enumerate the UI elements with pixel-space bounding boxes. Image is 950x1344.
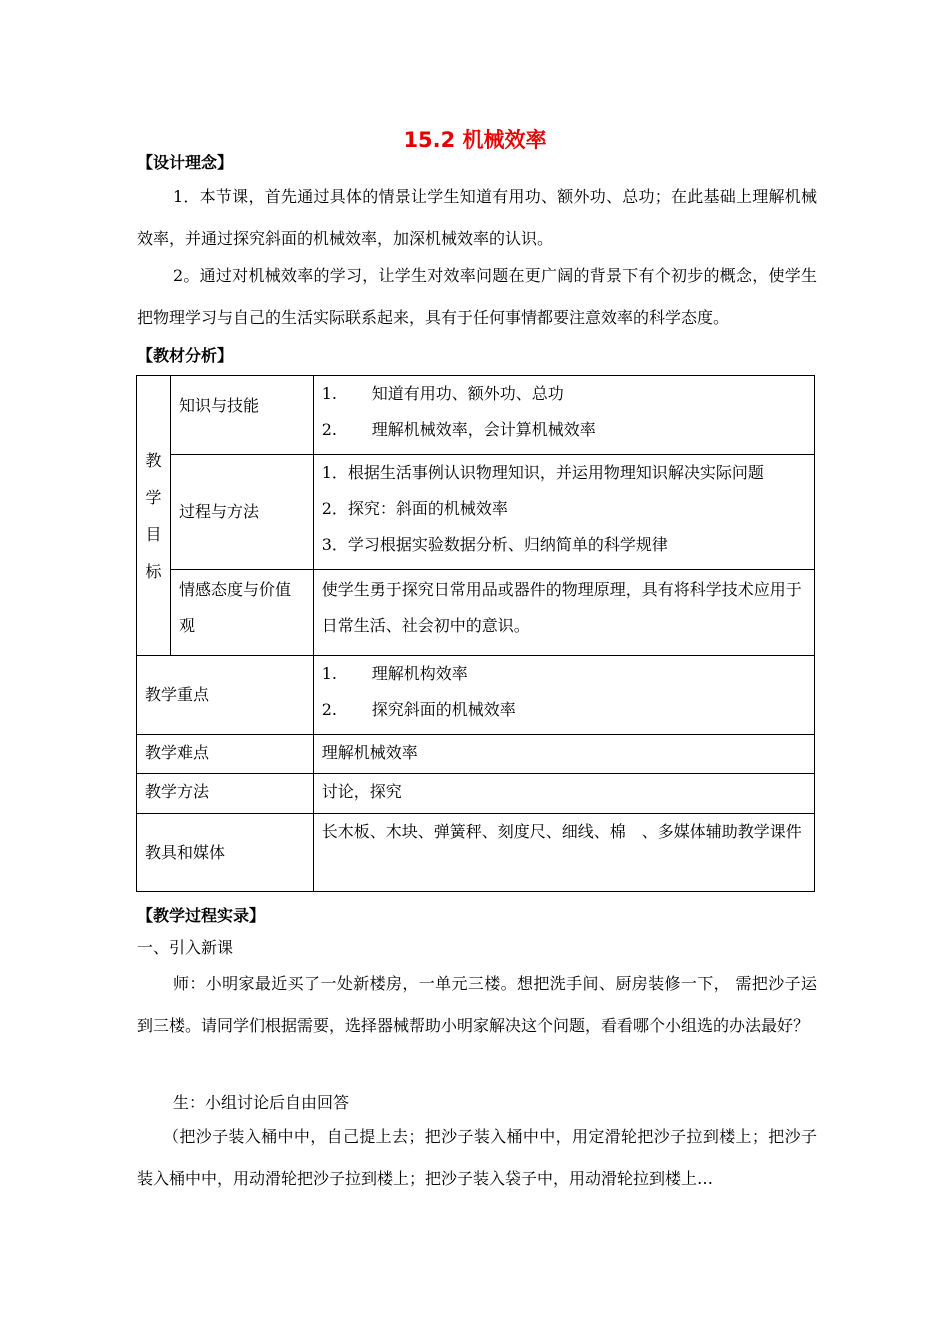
page-title: 15.2 机械效率 [403,128,547,152]
knowledge-label-cell [170,376,313,455]
media-label-cell [137,814,314,892]
goal-label-char: 标 [145,561,162,581]
difficulty-content-cell [313,735,814,774]
key-points-content-cell [313,656,814,735]
key-point-item: 2. 探究斜面的机械效率 [321,700,516,719]
difficulty-label: 教学难点 [145,743,210,762]
media-text: 长木板、木块、弹簧秤、刻度尺、细线、棉 、多媒体辅助教学课件 [321,822,802,841]
process-heading: 【教学过程实录】 [137,906,266,925]
attitude-label-cell [170,570,313,656]
attitude-label: 情感态度与价值观 [178,580,291,635]
goal-label-char: 目 [145,524,162,544]
student-answers: （把沙子装入桶中中，自己提上去；把沙子装入桶中中，用定滑轮把沙子拉到楼上；把沙子装入桶中中，用动滑轮把沙子拉到楼上；把沙子装入袋子中，用动滑轮拉到楼上… [137,1127,817,1188]
design-paragraph-2: 2。通过对机械效率的学习，让学生对效率问题在更广阔的背景下有个初步的概念，使学生把物理学习与自己的生活实际联系起来，具有于任何事情都要注意效率的科学态度。 [137,266,817,327]
goal-label-char: 教 [145,450,162,470]
process-label: 过程与方法 [178,502,259,521]
method-content-cell [313,774,814,814]
knowledge-item: 2. 理解机械效率，会计算机械效率 [321,420,596,439]
difficulty-label-cell [137,735,314,774]
process-content-cell [313,455,814,570]
key-points-label: 教学重点 [145,685,210,704]
goal-label-char: 学 [145,487,162,507]
design-heading: 【设计理念】 [137,153,234,172]
process-label-cell [170,455,313,570]
key-point-item: 1. 理解机构效率 [321,664,468,683]
method-label-cell [137,774,314,814]
process-item: 1．根据生活事例认识物理知识，并运用物理知识解决实际问题 [321,463,764,482]
method-text: 讨论，探究 [321,782,402,801]
knowledge-item: 1. 知道有用功、额外功、总功 [321,384,564,403]
knowledge-label: 知识与技能 [178,396,259,415]
knowledge-content-cell [313,376,814,455]
media-label: 教具和媒体 [145,842,226,862]
teacher-paragraph: 师：小明家最近买了一处新楼房，一单元三楼。想把洗手间、厨房装修一下， 需把沙子运到三楼。请同学们根据需要，选择器械帮助小明家解决这个问题，看看哪个小组选的办法最好？ [137,974,817,1035]
teaching-analysis-table [136,375,815,892]
attitude-content-cell [313,570,814,656]
section-1-heading: 一、引入新课 [137,938,234,957]
method-label: 教学方法 [145,782,210,801]
process-item: 2．探究：斜面的机械效率 [321,499,508,518]
process-item: 3．学习根据实验数据分析、归纳简单的科学规律 [321,535,668,554]
media-content-cell [313,814,814,892]
difficulty-text: 理解机械效率 [321,743,418,762]
attitude-text: 使学生勇于探究日常用品或器件的物理原理，具有将科学技术应用于日常生活、社会初中的意识。 [321,580,802,635]
design-paragraph-1: 1．本节课，首先通过具体的情景让学生知道有用功、额外功、总功；在此基础上理解机械效率，并通过探究斜面的机械效率，加深机械效率的认识。 [137,187,817,248]
analysis-heading: 【教材分析】 [137,346,234,365]
key-points-label-cell [137,656,314,735]
student-line: 生：小组讨论后自由回答 [173,1093,350,1112]
goal-label-cell [137,376,171,656]
